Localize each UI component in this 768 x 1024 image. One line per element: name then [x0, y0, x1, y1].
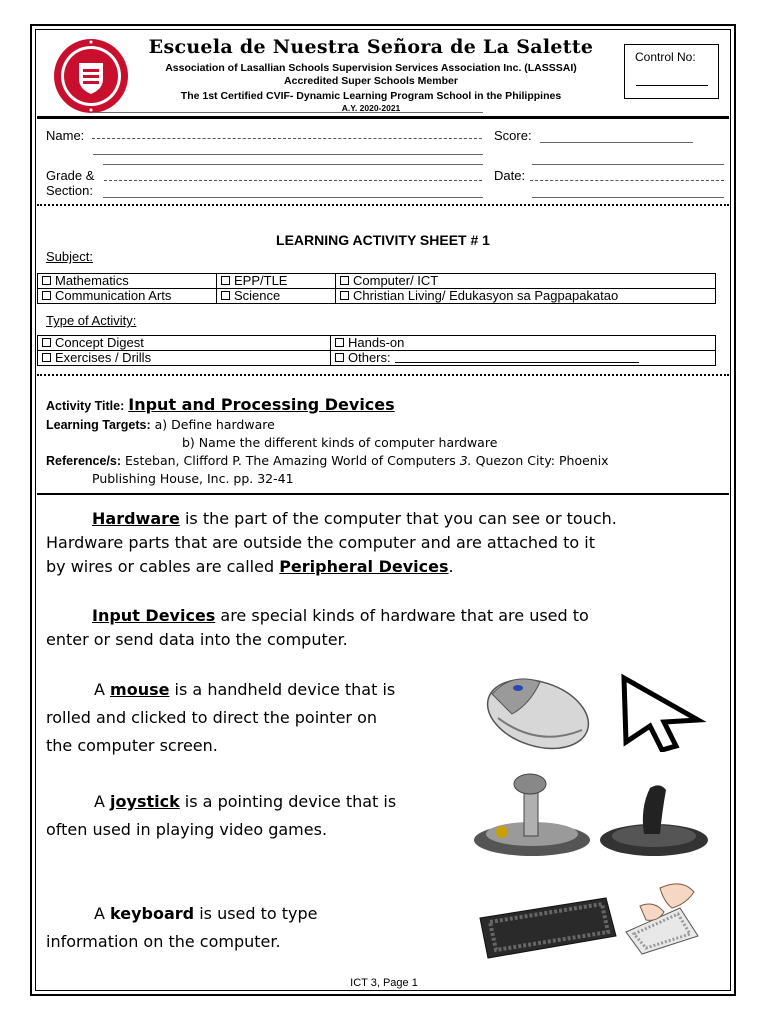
section-divider-3: [37, 493, 729, 495]
mouse-paragraph: A mouse is a handheld device that is rolled and clicked to direct the pointer on the computer screen.: [46, 680, 396, 755]
sheet-title: LEARNING ACTIVITY SHEET # 1: [276, 232, 490, 248]
grade-top-line-2: [103, 164, 483, 165]
joystick-paragraph: A joystick is a pointing device that is often used in playing video games.: [46, 792, 397, 839]
control-no-box: [624, 44, 719, 99]
reference-row: Reference/s: Esteban, Clifford P. The Amazing World of Computers 3. Quezon City: Phoenix: [46, 453, 609, 468]
checkbox-icon: [340, 291, 349, 300]
date-label: Date:: [494, 168, 526, 183]
mouse-term: mouse: [110, 680, 170, 699]
subject-option-mathematics[interactable]: Mathematics: [38, 274, 217, 289]
activity-option-concept-digest[interactable]: Concept Digest: [38, 336, 331, 351]
learning-target-b: b) Name the different kinds of computer hardware: [182, 435, 498, 450]
subject-option-christian-living[interactable]: Christian Living/ Edukasyon sa Pagpapakatao: [336, 289, 716, 304]
section-divider-2: [37, 374, 729, 376]
date-bottom-line: [532, 197, 724, 198]
page-footer: ICT 3, Page 1: [350, 977, 418, 989]
checkbox-icon: [42, 291, 51, 300]
input-devices-paragraph: Input Devices are special kinds of hardware that are used to enter or send data into the computer.: [46, 606, 589, 649]
name-top-line: [93, 112, 483, 113]
subject-option-communication-arts[interactable]: Communication Arts: [38, 289, 217, 304]
hardware-paragraph: Hardware is the part of the computer that you can see or touch. Hardware parts that are outside the computer and are attached to it by wires or cables are called Peripheral Devices.: [46, 509, 617, 576]
subject-label: Subject:: [46, 249, 93, 264]
score-field[interactable]: [540, 142, 693, 143]
school-year: A.Y. 2020-2021: [341, 103, 401, 113]
grade-field[interactable]: [104, 180, 482, 181]
learning-targets-row: [46, 417, 275, 432]
reference-line-2: Publishing House, Inc. pp. 32-41: [92, 471, 294, 486]
subject-option-science[interactable]: Science: [217, 289, 336, 304]
name-field[interactable]: [92, 138, 482, 139]
checkbox-icon: [335, 338, 344, 347]
reference-label: Reference/s:: [46, 454, 122, 468]
date-top-line: [532, 164, 724, 165]
activity-type-label: Type of Activity:: [46, 313, 137, 328]
activity-title: Input and Processing Devices: [128, 395, 395, 414]
activity-option-hands-on[interactable]: Hands-on: [331, 336, 716, 351]
checkbox-icon: [340, 276, 349, 285]
others-field[interactable]: [395, 352, 639, 363]
hardware-term: Hardware: [92, 509, 180, 528]
certified-line: The 1st Certified CVIF- Dynamic Learning Program School in the Philippines: [180, 90, 562, 102]
joystick-term: joystick: [110, 792, 180, 811]
grade-top-line-1: [93, 154, 483, 155]
checkbox-icon: [335, 353, 344, 362]
activity-title-row: [46, 395, 395, 414]
input-devices-term: Input Devices: [92, 606, 216, 625]
control-no-field[interactable]: [636, 85, 708, 86]
activity-type-table: [37, 335, 716, 366]
subject-option-computer-ict[interactable]: Computer/ ICT: [336, 274, 716, 289]
control-no-label: Control No:: [635, 50, 696, 64]
section-divider-1: [37, 204, 729, 206]
school-name: Escuela de Nuestra Señora de La Salette: [148, 36, 594, 58]
section-label: Section:: [46, 183, 93, 198]
joystick-image-2: [596, 778, 712, 860]
checkbox-icon: [221, 291, 230, 300]
activity-title-label: Activity Title:: [46, 399, 125, 413]
activity-option-others[interactable]: Others:: [331, 351, 716, 366]
score-label: Score:: [494, 128, 532, 143]
keyboard-paragraph: A keyboard is used to type information on the computer.: [46, 904, 318, 951]
accredited-line: Accredited Super Schools Member: [284, 75, 458, 87]
checkbox-icon: [42, 276, 51, 285]
header-rule: [37, 116, 729, 119]
typing-hands-keyboard-image: [620, 878, 702, 956]
checkbox-icon: [42, 353, 51, 362]
keyboard-term: keyboard: [110, 904, 195, 923]
checkbox-icon: [221, 276, 230, 285]
subject-options-table: [37, 273, 716, 304]
name-label: Name:: [46, 128, 85, 143]
joystick-image-1: [462, 770, 594, 862]
subject-option-epp-tle[interactable]: EPP/TLE: [217, 274, 336, 289]
mouse-image: [478, 664, 596, 750]
grade-label: Grade &: [46, 168, 95, 183]
activity-option-exercises-drills[interactable]: Exercises / Drills: [38, 351, 331, 366]
pointer-cursor-icon: [618, 672, 708, 752]
keyboard-image-1: [476, 892, 618, 962]
school-seal-logo: [52, 37, 130, 115]
date-field[interactable]: [530, 180, 724, 181]
association-line: Association of Lasallian Schools Supervision Services Association Inc. (LASSSAI): [165, 62, 577, 74]
learning-target-a: a) Define hardware: [154, 417, 275, 432]
peripheral-term: Peripheral Devices: [279, 557, 449, 576]
checkbox-icon: [42, 338, 51, 347]
section-field[interactable]: [103, 197, 483, 198]
learning-targets-label: Learning Targets:: [46, 418, 151, 432]
